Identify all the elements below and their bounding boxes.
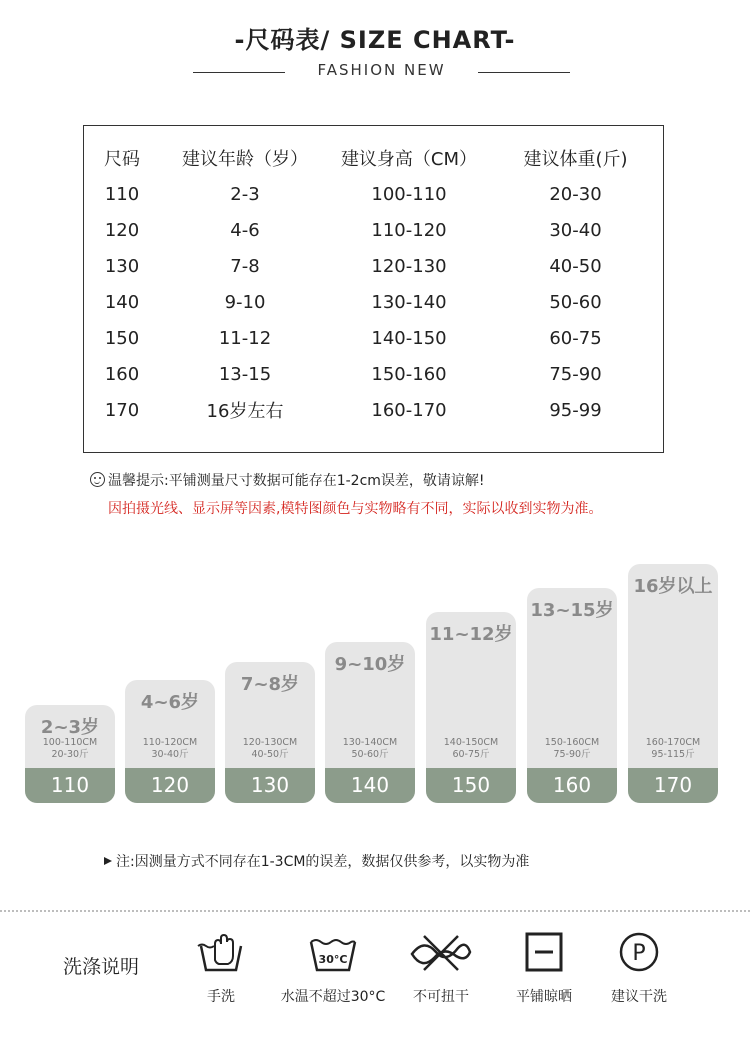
bar-age: 16岁以上 (633, 576, 713, 597)
column-header-size: 尺码 (104, 149, 140, 170)
column-header-weight: 建议体重(斤) (523, 149, 628, 170)
cell-height: 110-120 (371, 219, 447, 241)
bar-height: 100-110CM (42, 737, 98, 748)
color-notice: 因拍摄光线、显示屏等因素,模特图颜色与实物略有不同，实际以收到实物为准。 (108, 501, 603, 517)
care-item-do-not-wring (386, 930, 496, 1005)
smile-icon (90, 472, 105, 487)
bar-weight: 30-40斤 (151, 749, 189, 760)
tip-text: 温馨提示:平铺测量尺寸数据可能存在1-2cm误差，敬请谅解! (108, 473, 485, 489)
table-row (84, 248, 663, 284)
cell-size: 110 (104, 183, 140, 205)
bar-height: 160-170CM (645, 737, 701, 748)
size-bar-120 (125, 680, 215, 803)
table-row (84, 392, 663, 428)
hand-wash-icon (193, 930, 249, 974)
cell-height: 130-140 (371, 291, 447, 313)
size-table-box (83, 125, 664, 453)
care-label: 不可扭干 (413, 989, 469, 1005)
bar-measurements (125, 737, 215, 761)
table-row (84, 176, 663, 212)
column-header-height: 建议身高（CM） (340, 149, 478, 170)
table-row (84, 284, 663, 320)
bar-size: 160 (527, 768, 617, 803)
size-bar-150 (426, 612, 516, 803)
size-bar-140 (325, 642, 415, 803)
bar-size: 170 (628, 768, 718, 803)
tip-note (90, 470, 485, 490)
table-row (84, 356, 663, 392)
bar-measurements (628, 737, 718, 761)
cell-height: 150-160 (371, 363, 447, 385)
bar-size: 120 (125, 768, 215, 803)
bar-weight: 95-115斤 (651, 749, 695, 760)
care-label: 建议干洗 (611, 989, 667, 1005)
bar-weight: 20-30斤 (51, 749, 89, 760)
table-header-row (84, 140, 663, 176)
wash-30c-icon (305, 930, 361, 974)
cell-height: 120-130 (371, 255, 447, 277)
cell-size: 160 (104, 363, 140, 385)
care-title: 洗涤说明 (63, 956, 140, 978)
dry-clean-p-icon (611, 930, 667, 974)
table-row (84, 212, 663, 248)
care-item-dry-clean (584, 930, 694, 1005)
cell-weight: 50-60 (549, 291, 602, 313)
bar-weight: 40-50斤 (251, 749, 289, 760)
cell-age: 7-8 (230, 255, 260, 277)
cell-age: 16岁左右 (206, 401, 284, 422)
bar-size: 130 (225, 768, 315, 803)
care-item-dry-flat (489, 930, 599, 1005)
bar-height: 110-120CM (142, 737, 198, 748)
size-bar-170 (628, 564, 718, 803)
care-item-wash-30c (278, 930, 388, 1005)
subtitle-row (0, 61, 750, 85)
cell-age: 13-15 (218, 363, 272, 385)
bar-measurements (527, 737, 617, 761)
dotted-divider (0, 910, 750, 912)
bar-weight: 60-75斤 (452, 749, 490, 760)
page-subtitle: FASHION NEW (317, 61, 446, 79)
cell-weight: 30-40 (549, 219, 602, 241)
size-bar-130 (225, 662, 315, 803)
bar-measurements (25, 737, 115, 761)
care-label: 手洗 (207, 989, 235, 1005)
bar-age: 9~10岁 (334, 654, 406, 675)
bar-size: 150 (426, 768, 516, 803)
table-row (84, 320, 663, 356)
bar-size: 110 (25, 768, 115, 803)
bar-weight: 50-60斤 (351, 749, 389, 760)
cell-height: 100-110 (371, 183, 447, 205)
bar-height: 120-130CM (242, 737, 298, 748)
cell-age: 9-10 (224, 291, 266, 313)
divider-line (193, 72, 285, 73)
bar-age: 11~12岁 (429, 624, 513, 645)
dry-flat-icon (516, 930, 572, 974)
bar-weight: 75-90斤 (553, 749, 591, 760)
cell-weight: 95-99 (549, 399, 602, 421)
cell-size: 130 (104, 255, 140, 277)
cell-size: 140 (104, 291, 140, 313)
care-label: 水温不超过30°C (280, 989, 386, 1005)
bar-size: 140 (325, 768, 415, 803)
wash-temp-text: 30°C (318, 953, 348, 966)
cell-weight: 60-75 (549, 327, 602, 349)
bar-measurements (426, 737, 516, 761)
bar-height: 130-140CM (342, 737, 398, 748)
bar-height: 140-150CM (443, 737, 499, 748)
cell-size: 170 (104, 399, 140, 421)
cell-height: 140-150 (371, 327, 447, 349)
triangle-bullet-icon (104, 857, 112, 865)
measure-notice (104, 851, 529, 871)
bar-measurements (325, 737, 415, 761)
size-table (84, 140, 663, 428)
bar-age: 4~6岁 (140, 692, 200, 713)
divider-line (478, 72, 570, 73)
size-bar-160 (527, 588, 617, 803)
care-label: 平铺晾晒 (516, 989, 572, 1005)
cell-age: 4-6 (230, 219, 260, 241)
bar-age: 13~15岁 (530, 600, 614, 621)
column-header-age: 建议年龄（岁） (182, 149, 308, 170)
cell-size: 150 (104, 327, 140, 349)
cell-size: 120 (104, 219, 140, 241)
page-title: -尺码表/ SIZE CHART- (234, 26, 516, 54)
measure-notice-text: 注:因测量方式不同存在1-3CM的误差，数据仅供参考，以实物为准 (116, 854, 530, 870)
care-item-hand-wash (166, 930, 276, 1005)
cell-height: 160-170 (371, 399, 447, 421)
bar-age: 2~3岁 (40, 717, 100, 738)
dry-clean-letter: P (632, 941, 646, 966)
bar-age: 7~8岁 (240, 674, 300, 695)
cell-weight: 40-50 (549, 255, 602, 277)
size-bar-110 (25, 705, 115, 803)
cell-age: 11-12 (218, 327, 272, 349)
cell-weight: 75-90 (549, 363, 602, 385)
bar-height: 150-160CM (544, 737, 600, 748)
cell-age: 2-3 (230, 183, 260, 205)
cell-weight: 20-30 (549, 183, 602, 205)
do-not-wring-icon (406, 930, 476, 974)
bar-measurements (225, 737, 315, 761)
